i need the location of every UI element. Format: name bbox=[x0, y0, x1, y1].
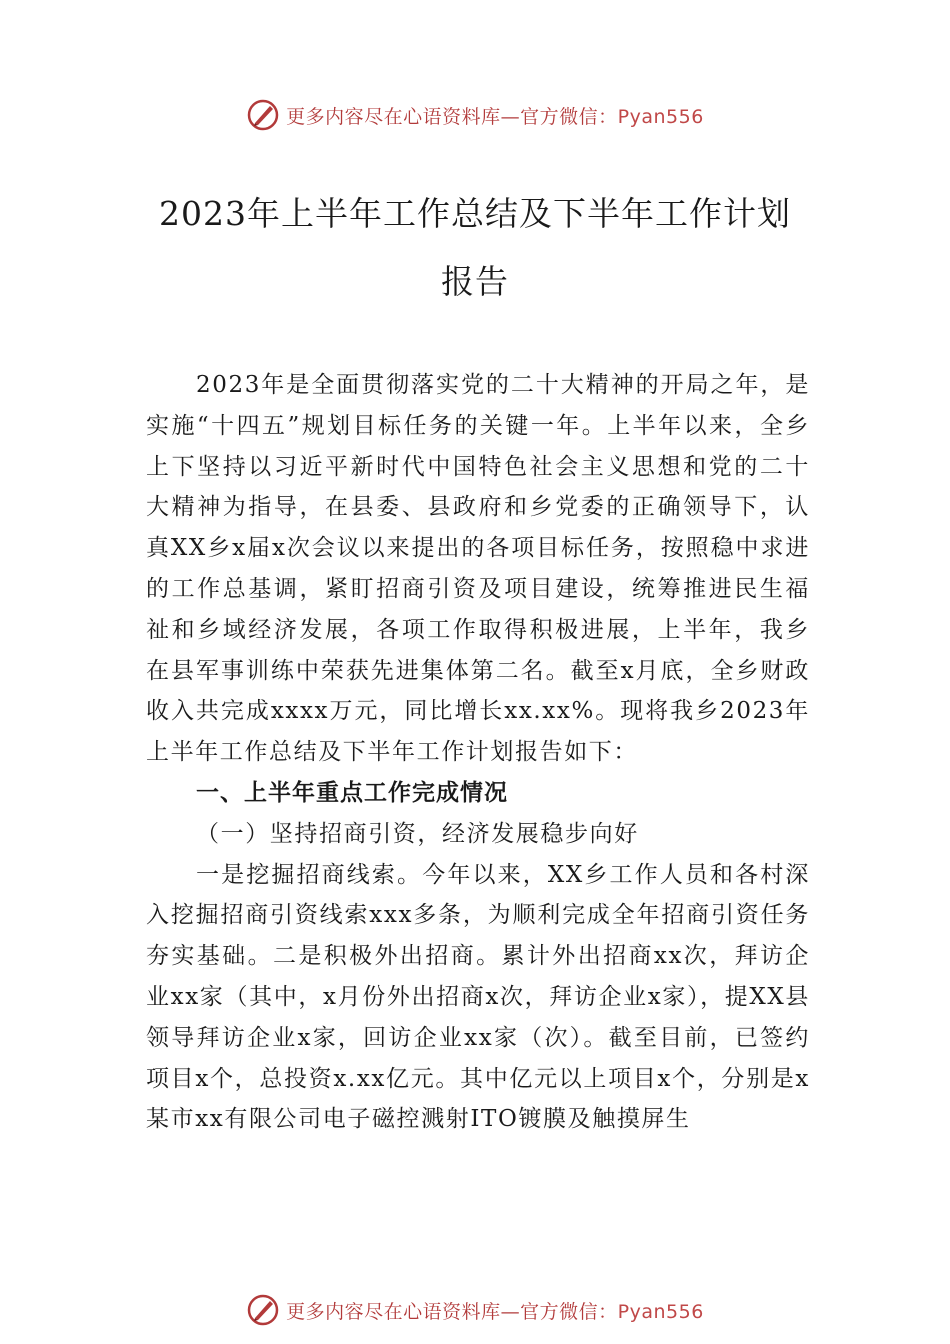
watermark-banner-top bbox=[0, 95, 950, 135]
pen-logo-icon bbox=[246, 1293, 280, 1327]
watermark-text: 更多内容尽在心语资料库—官方微信：Pyan556 bbox=[286, 105, 704, 128]
intro-paragraph: 2023年是全面贯彻落实党的二十大精神的开局之年，是实施“十四五”规划目标任务的关键一年。上半年以来，全乡上下坚持以习近平新时代中国特色社会主义思想和党的二十大精神为指导，在县委、县政府和乡党委的正确领导下，认真XX乡x届x次会议以来提出的各项目标任务，按照稳中求进的工作总基调，紧盯招商引资及项目建设，统筹推进民生福祉和乡域经济发展，各项工作取得积极进展，上半年，我乡在县军事训练中荣获先进集体第二名。截至x月底，全乡财政收入共完成xxxx万元，同比增长xx.xx%。现将我乡2023年上半年工作总结及下半年工作计划报告如下： bbox=[146, 372, 810, 766]
document-body bbox=[146, 365, 810, 1140]
watermark-banner-bottom bbox=[0, 1290, 950, 1330]
title-line-1: 2023年上半年工作总结及下半年工作计划 bbox=[159, 194, 791, 233]
document-title bbox=[95, 180, 855, 316]
section-heading: 一、上半年重点工作完成情况 bbox=[196, 779, 508, 806]
watermark-text: 更多内容尽在心语资料库—官方微信：Pyan556 bbox=[286, 1300, 704, 1323]
pen-logo-icon bbox=[246, 98, 280, 132]
title-line-2: 报告 bbox=[441, 262, 509, 301]
subsection-heading: （一）坚持招商引资，经济发展稳步向好 bbox=[196, 820, 639, 847]
body-paragraph: 一是挖掘招商线索。今年以来，XX乡工作人员和各村深入挖掘招商引资线索xxx多条，为顺利完成全年招商引资任务夯实基础。二是积极外出招商。累计外出招商xx次，拜访企业xx家（其中，x月份外出招商x次，拜访企业x家），提XX县领导拜访企业x家，回访企业xx家（次）。截至目前，已签约项目x个，总投资x.xx亿元。其中亿元以上项目x个，分别是x某市xx有限公司电子磁控溅射ITO镀膜及触摸屏生 bbox=[146, 861, 810, 1133]
